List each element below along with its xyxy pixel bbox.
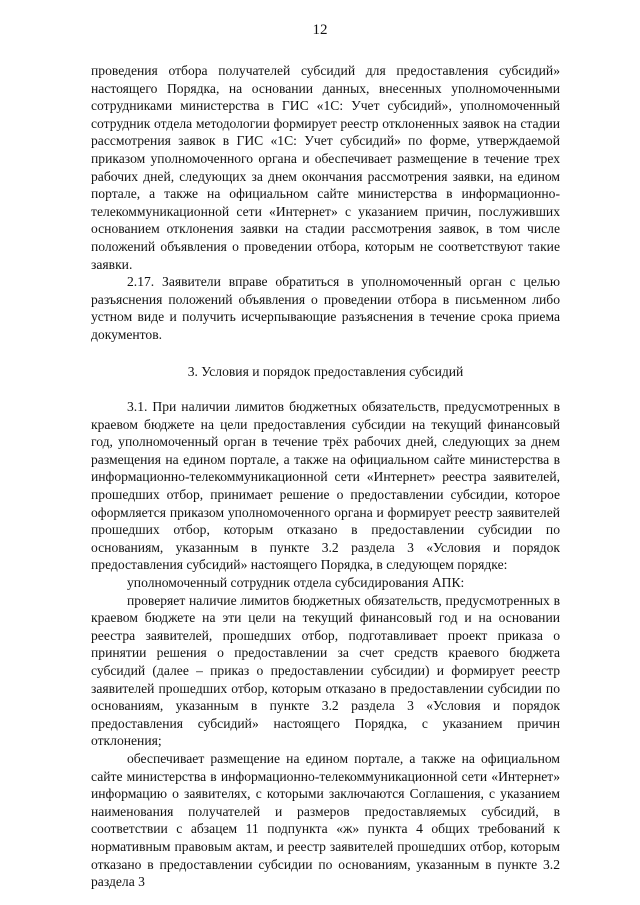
paragraph-2-17: 2.17. Заявители вправе обратиться в уполномоченный орган с целью разъяснения положений объявления о проведении отбора в письменном либо устном виде и получить исчерпывающие разъяснения в течение срока приема документов. <box>91 274 560 342</box>
paragraph-3-1: 3.1. При наличии лимитов бюджетных обязательств, предусмотренных в краевом бюджете на цели предоставления субсидии на текущий финансовый год, уполномоченный орган в течение трёх рабочих дней, следующих за днем размещения на едином портале, а также на официальном сайте министерства в информационно-телекоммуникационной сети «Интернет» реестра заявителей, прошедших отбор, принимает решение о предоставлении субсидии, которое оформляется приказом уполномоченного органа и формирует реестр заявителей прошедших отбор, которым отказано в предоставлении субсидии по основаниям, указанным в пункте 3.2 раздела 3 «Условия и порядок предоставления субсидий» настоящего Порядка, в следующем порядке: <box>91 399 560 573</box>
paragraph-continuation: проведения отбора получателей субсидий для предоставления субсидий» настоящего Порядка, на основании данных, внесенных уполномоченными сотрудниками министерства в ГИС «1С: Учет субсидий», уполномоченный сотрудник отдела методологии формирует реестр отклоненных заявок на стадии рассмотрения заявок в ГИС «1С: Учет субсидий» по форме, утверждаемой приказом уполномоченного органа и обеспечивает размещение в течение трех рабочих дней, следующих за днем окончания рассмотрения заявки, на едином портале, а также на официальном сайте министерства в информационно-телекоммуникационной сети «Интернет» с указанием причин, послуживших основанием отклонения заявки на стадии рассмотрения заявок, в том числе положений объявления о проведении отбора, которым не соответствуют такие заявки. <box>91 63 560 272</box>
paragraph-responsible-employee: уполномоченный сотрудник отдела субсидирования АПК: <box>127 575 465 591</box>
paragraph-ensures-publication: обеспечивает размещение на едином портале, а также на официальном сайте министерства в информационно-телекоммуникационной сети «Интернет» информацию о заявителях, с которыми заключаются Соглашения, с указанием наименования получателей и размеров предоставляемых субсидий, в соответствии с абзацем 11 подпункта «ж» пункта 4 общих требований к нормативным правовым актам, и реестр заявителей прошедших отбор, которым отказано в предоставлении субсидии по основаниям, указанным в пункте 3.2 раздела 3 <box>91 750 560 890</box>
page-number: 12 <box>312 22 328 38</box>
document-body <box>91 62 560 891</box>
section-heading: 3. Условия и порядок предоставления субсидий <box>187 363 464 379</box>
paragraph-checks-limits: проверяет наличие лимитов бюджетных обязательств, предусмотренных в краевом бюджете на эти цели на текущий финансовый год и на основании реестра заявителей, прошедших отбор, подготавливает проект приказа о принятии решения о предоставлении за счет средств краевого бюджета субсидий (далее – приказ о предоставлении субсидии) и формирует реестр заявителей прошедших отбор, которым отказано в предоставлении субсидии по основаниям, указанным в пункте 3.2 раздела 3 «Условия и порядок предоставления субсидий» настоящего Порядка, с указанием причин отклонения; <box>91 592 560 749</box>
